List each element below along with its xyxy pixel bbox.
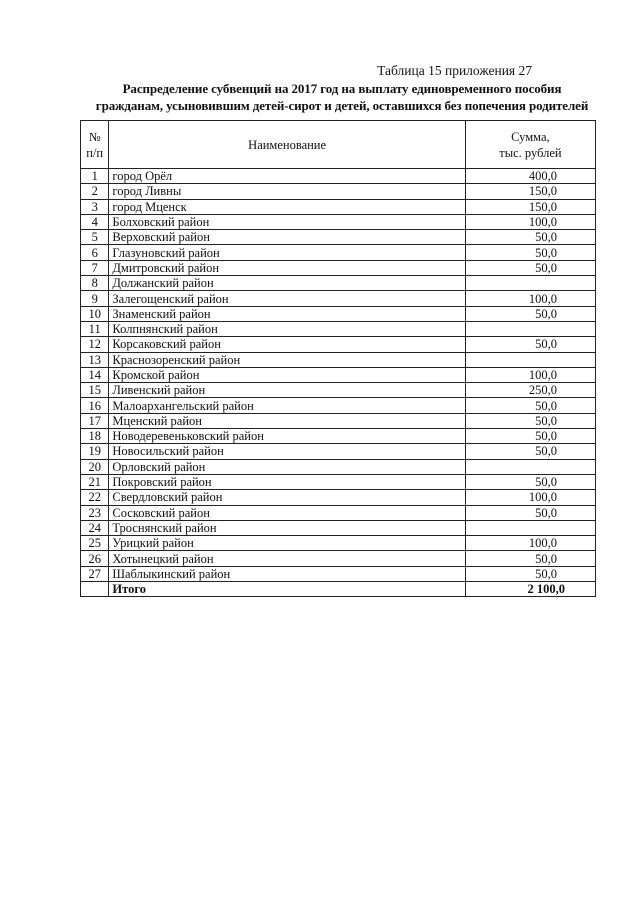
table-body bbox=[81, 169, 596, 582]
total-sum: 2 100,0 bbox=[465, 582, 595, 597]
row-sum: 100,0 bbox=[465, 291, 595, 306]
header-sum-line-1: Сумма, bbox=[511, 129, 550, 144]
row-sum: 50,0 bbox=[465, 230, 595, 245]
row-sum: 50,0 bbox=[465, 398, 595, 413]
table-row bbox=[81, 398, 596, 413]
row-name: город Орёл bbox=[109, 169, 465, 184]
row-name: город Мценск bbox=[109, 199, 465, 214]
table-row bbox=[81, 337, 596, 352]
table-header-row bbox=[81, 121, 596, 169]
table-row bbox=[81, 536, 596, 551]
table-row bbox=[81, 429, 596, 444]
row-number: 21 bbox=[81, 474, 109, 489]
row-number: 1 bbox=[81, 169, 109, 184]
header-number-line-2: п/п bbox=[86, 145, 104, 160]
row-number: 26 bbox=[81, 551, 109, 566]
header-sum bbox=[465, 121, 595, 169]
row-number: 3 bbox=[81, 199, 109, 214]
row-number: 18 bbox=[81, 429, 109, 444]
row-sum bbox=[465, 459, 595, 474]
row-name: Свердловский район bbox=[109, 490, 465, 505]
row-name: Глазуновский район bbox=[109, 245, 465, 260]
row-sum: 400,0 bbox=[465, 169, 595, 184]
row-name: Краснозоренский район bbox=[109, 352, 465, 367]
row-number: 5 bbox=[81, 230, 109, 245]
row-number: 14 bbox=[81, 367, 109, 382]
table-row bbox=[81, 291, 596, 306]
row-name: Новосильский район bbox=[109, 444, 465, 459]
row-name: Мценский район bbox=[109, 413, 465, 428]
table-row bbox=[81, 444, 596, 459]
table-reference: Таблица 15 приложения 27 bbox=[377, 63, 532, 78]
row-number: 12 bbox=[81, 337, 109, 352]
table-row bbox=[81, 184, 596, 199]
table-row bbox=[81, 413, 596, 428]
table-row bbox=[81, 260, 596, 275]
row-name: Шаблыкинский район bbox=[109, 566, 465, 581]
table-row bbox=[81, 169, 596, 184]
total-number-cell bbox=[81, 582, 109, 597]
row-sum: 100,0 bbox=[465, 536, 595, 551]
row-sum: 50,0 bbox=[465, 337, 595, 352]
row-number: 20 bbox=[81, 459, 109, 474]
row-sum: 50,0 bbox=[465, 413, 595, 428]
table-row bbox=[81, 505, 596, 520]
row-name: Малоархангельский район bbox=[109, 398, 465, 413]
row-number: 23 bbox=[81, 505, 109, 520]
table-row bbox=[81, 276, 596, 291]
row-name: Должанский район bbox=[109, 276, 465, 291]
table-row bbox=[81, 199, 596, 214]
row-name: Сосковский район bbox=[109, 505, 465, 520]
header-number-line-1: № bbox=[88, 129, 101, 144]
row-number: 16 bbox=[81, 398, 109, 413]
row-sum bbox=[465, 276, 595, 291]
row-name: Хотынецкий район bbox=[109, 551, 465, 566]
document-title bbox=[60, 80, 624, 114]
row-name: Болховский район bbox=[109, 214, 465, 229]
row-sum: 50,0 bbox=[465, 306, 595, 321]
row-number: 9 bbox=[81, 291, 109, 306]
header-sum-line-2: тыс. рублей bbox=[499, 145, 562, 160]
row-sum: 50,0 bbox=[465, 474, 595, 489]
row-name: Дмитровский район bbox=[109, 260, 465, 275]
row-name: Орловский район bbox=[109, 459, 465, 474]
table-row bbox=[81, 230, 596, 245]
row-name: Верховский район bbox=[109, 230, 465, 245]
row-sum: 100,0 bbox=[465, 490, 595, 505]
table-row bbox=[81, 474, 596, 489]
header-number bbox=[81, 121, 109, 169]
row-name: Троснянский район bbox=[109, 520, 465, 535]
header-name: Наименование bbox=[109, 121, 465, 169]
row-number: 6 bbox=[81, 245, 109, 260]
total-label: Итого bbox=[109, 582, 465, 597]
row-sum: 50,0 bbox=[465, 551, 595, 566]
subsidy-table bbox=[80, 120, 596, 597]
table-row bbox=[81, 383, 596, 398]
row-number: 7 bbox=[81, 260, 109, 275]
row-number: 25 bbox=[81, 536, 109, 551]
row-name: Корсаковский район bbox=[109, 337, 465, 352]
table-row bbox=[81, 214, 596, 229]
title-line-2: гражданам, усыновившим детей-сирот и детей, оставшихся без попечения родителей bbox=[95, 98, 589, 113]
row-sum bbox=[465, 520, 595, 535]
row-sum: 50,0 bbox=[465, 566, 595, 581]
row-name: Покровский район bbox=[109, 474, 465, 489]
row-number: 2 bbox=[81, 184, 109, 199]
table-row bbox=[81, 459, 596, 474]
row-number: 15 bbox=[81, 383, 109, 398]
row-name: Залегощенский район bbox=[109, 291, 465, 306]
title-line-1: Распределение субвенций на 2017 год на выплату единовременного пособия bbox=[122, 81, 562, 96]
row-number: 17 bbox=[81, 413, 109, 428]
table-row bbox=[81, 490, 596, 505]
row-number: 13 bbox=[81, 352, 109, 367]
row-sum bbox=[465, 352, 595, 367]
row-sum: 150,0 bbox=[465, 184, 595, 199]
row-number: 19 bbox=[81, 444, 109, 459]
row-name: Урицкий район bbox=[109, 536, 465, 551]
row-sum: 50,0 bbox=[465, 245, 595, 260]
row-name: Знаменский район bbox=[109, 306, 465, 321]
row-sum: 50,0 bbox=[465, 429, 595, 444]
table-row bbox=[81, 245, 596, 260]
row-number: 22 bbox=[81, 490, 109, 505]
row-sum: 50,0 bbox=[465, 260, 595, 275]
table-row bbox=[81, 352, 596, 367]
row-number: 27 bbox=[81, 566, 109, 581]
table-row bbox=[81, 566, 596, 581]
row-sum: 100,0 bbox=[465, 214, 595, 229]
table-row bbox=[81, 306, 596, 321]
row-name: город Ливны bbox=[109, 184, 465, 199]
row-number: 8 bbox=[81, 276, 109, 291]
row-name: Новодеревеньковский район bbox=[109, 429, 465, 444]
row-name: Ливенский район bbox=[109, 383, 465, 398]
row-number: 10 bbox=[81, 306, 109, 321]
row-sum: 250,0 bbox=[465, 383, 595, 398]
total-row bbox=[81, 582, 596, 597]
row-name: Кромской район bbox=[109, 367, 465, 382]
row-number: 4 bbox=[81, 214, 109, 229]
row-number: 24 bbox=[81, 520, 109, 535]
table-row bbox=[81, 520, 596, 535]
table-row bbox=[81, 551, 596, 566]
row-sum: 100,0 bbox=[465, 367, 595, 382]
row-sum: 50,0 bbox=[465, 444, 595, 459]
row-sum: 50,0 bbox=[465, 505, 595, 520]
table-row bbox=[81, 367, 596, 382]
row-sum: 150,0 bbox=[465, 199, 595, 214]
row-name: Колпнянский район bbox=[109, 321, 465, 336]
row-number: 11 bbox=[81, 321, 109, 336]
row-sum bbox=[465, 321, 595, 336]
table-row bbox=[81, 321, 596, 336]
